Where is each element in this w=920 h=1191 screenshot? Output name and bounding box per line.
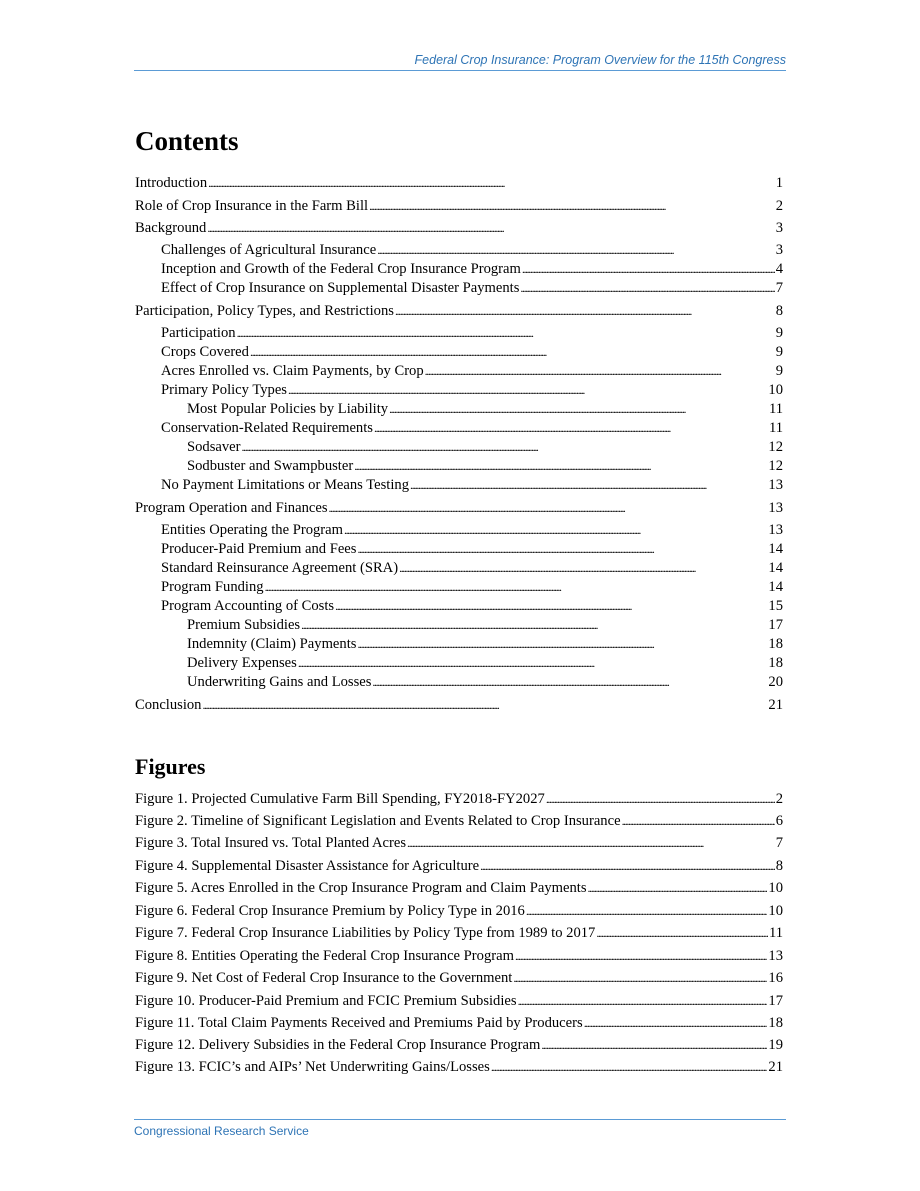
toc-entry-label: Program Accounting of Costs [161, 598, 335, 614]
figure-entry[interactable] [135, 924, 783, 942]
toc-entry-label: Delivery Expenses [187, 655, 297, 671]
contents-title: Contents [135, 126, 239, 156]
toc-entry-label: Participation [161, 325, 236, 341]
figure-entry-page: 21 [768, 1059, 783, 1075]
dot-leader [596, 924, 768, 942]
figure-entry-page: 18 [768, 1015, 783, 1031]
dot-leader [344, 521, 767, 539]
toc-entry-label: Premium Subsidies [187, 617, 301, 633]
figure-entry[interactable] [135, 879, 783, 897]
dot-leader [377, 241, 775, 259]
toc-entry-page: 14 [768, 560, 783, 576]
toc-entry-label: Background [135, 220, 207, 236]
toc-entry-page: 1 [775, 175, 783, 191]
figure-entry-label: Figure 10. Producer-Paid Premium and FCIC Premium Subsidies [135, 993, 517, 1009]
toc-entry-page: 3 [775, 220, 783, 236]
figure-entry-label: Figure 2. Timeline of Significant Legislation and Events Related to Crop Insurance [135, 813, 621, 829]
toc-entry[interactable] [135, 197, 783, 215]
figure-entry[interactable] [135, 812, 783, 830]
toc-entry-label: Challenges of Agricultural Insurance [161, 242, 377, 258]
toc-entry-page: 11 [768, 401, 783, 417]
toc-entry-page: 13 [768, 477, 783, 493]
toc-entry[interactable] [135, 578, 783, 596]
dot-leader [202, 696, 767, 714]
dot-leader [374, 419, 768, 437]
dot-leader [372, 673, 767, 691]
toc-entry-label: Producer-Paid Premium and Fees [161, 541, 357, 557]
toc-entry[interactable] [135, 457, 783, 475]
running-footer: Congressional Research Service [134, 1119, 786, 1139]
toc-entry[interactable] [135, 343, 783, 361]
dot-leader [588, 879, 768, 897]
figure-entry-page: 17 [768, 993, 783, 1009]
toc-entry-label: Introduction [135, 175, 208, 191]
toc-entry-label: No Payment Limitations or Means Testing [161, 477, 409, 493]
dot-leader [520, 279, 774, 297]
dot-leader [526, 902, 768, 920]
dot-leader [250, 343, 775, 361]
figure-entry-label: Figure 3. Total Insured vs. Total Planted Acres [135, 835, 407, 851]
figure-entry-page: 19 [768, 1037, 783, 1053]
figure-entry-label: Figure 6. Federal Crop Insurance Premium by Policy Type in 2016 [135, 903, 525, 919]
dot-leader [513, 969, 767, 987]
toc-entry[interactable] [135, 476, 783, 494]
dot-leader [480, 857, 775, 875]
toc-entry[interactable] [135, 635, 783, 653]
figure-entry[interactable] [135, 857, 783, 875]
figure-entry-page: 10 [768, 903, 783, 919]
toc-entry-page: 4 [775, 261, 783, 277]
toc-entry-label: Effect of Crop Insurance on Supplemental Disaster Payments [161, 280, 520, 296]
dot-leader [242, 438, 768, 456]
figure-entry[interactable] [135, 992, 783, 1010]
toc-entry[interactable] [135, 381, 783, 399]
dot-leader [546, 790, 775, 808]
toc-entry-label: Entities Operating the Program [161, 522, 343, 538]
dot-leader [208, 174, 775, 192]
dot-leader [518, 992, 768, 1010]
figure-entry-page: 7 [775, 835, 783, 851]
figure-entry-page: 16 [768, 970, 783, 986]
toc-entry-page: 17 [768, 617, 783, 633]
figure-entry-label: Figure 4. Supplemental Disaster Assistance for Agriculture [135, 858, 480, 874]
toc-entry-page: 9 [775, 363, 783, 379]
toc-entry-label: Sodbuster and Swampbuster [187, 458, 354, 474]
dot-leader [389, 400, 768, 418]
toc-entry-page: 13 [768, 500, 783, 516]
dot-leader [622, 812, 775, 830]
toc-entry-page: 18 [768, 636, 783, 652]
figure-entry[interactable] [135, 1014, 783, 1032]
toc-entry-label: Conclusion [135, 697, 202, 713]
toc-entry[interactable] [135, 696, 783, 714]
dot-leader [395, 302, 775, 320]
toc-entry[interactable] [135, 559, 783, 577]
dot-leader [515, 947, 767, 965]
figure-entry[interactable] [135, 902, 783, 920]
toc-entry-page: 9 [775, 325, 783, 341]
figure-entry-label: Figure 7. Federal Crop Insurance Liabilities by Policy Type from 1989 to 2017 [135, 925, 596, 941]
toc-entry[interactable] [135, 499, 783, 517]
figure-entry-page: 8 [775, 858, 783, 874]
figure-entry-page: 11 [768, 925, 783, 941]
toc-entry[interactable] [135, 654, 783, 672]
toc-entry-page: 15 [768, 598, 783, 614]
dot-leader [335, 597, 767, 615]
toc-entry-label: Conservation-Related Requirements [161, 420, 373, 436]
toc-entry-label: Primary Policy Types [161, 382, 287, 398]
dot-leader [369, 197, 775, 215]
figure-entry[interactable] [135, 834, 783, 852]
toc-entry-page: 14 [768, 579, 783, 595]
toc-entry[interactable] [135, 279, 783, 297]
toc-entry[interactable] [135, 521, 783, 539]
toc-entry-label: Role of Crop Insurance in the Farm Bill [135, 198, 369, 214]
toc-entry[interactable] [135, 419, 783, 437]
toc-entry[interactable] [135, 241, 783, 259]
toc-entry-label: Standard Reinsurance Agreement (SRA) [161, 560, 399, 576]
toc-entry-label: Acres Enrolled vs. Claim Payments, by Crop [161, 363, 424, 379]
dot-leader [207, 219, 774, 237]
dot-leader [357, 635, 767, 653]
toc-entry-label: Inception and Growth of the Federal Crop Insurance Program [161, 261, 521, 277]
toc-entry-label: Indemnity (Claim) Payments [187, 636, 357, 652]
figure-entry-page: 2 [775, 791, 783, 807]
toc-entry-label: Participation, Policy Types, and Restrictions [135, 303, 394, 319]
figure-entry-label: Figure 12. Delivery Subsidies in the Federal Crop Insurance Program [135, 1037, 541, 1053]
dot-leader [288, 381, 767, 399]
toc-entry-page: 13 [768, 522, 783, 538]
dot-leader [237, 324, 775, 342]
running-header: Federal Crop Insurance: Program Overview for the 115th Congress [134, 53, 786, 71]
dot-leader [265, 578, 768, 596]
toc-entry[interactable] [135, 673, 783, 691]
toc-entry[interactable] [135, 174, 783, 192]
dot-leader [357, 540, 767, 558]
toc-entry-page: 18 [768, 655, 783, 671]
dot-leader [410, 476, 767, 494]
figures-title: Figures [135, 754, 206, 779]
toc-entry-page: 12 [768, 439, 783, 455]
toc-entry-page: 2 [775, 198, 783, 214]
toc-entry-label: Most Popular Policies by Liability [187, 401, 389, 417]
figure-entry-page: 10 [768, 880, 783, 896]
toc-entry-page: 7 [775, 280, 783, 296]
toc-entry[interactable] [135, 400, 783, 418]
dot-leader [407, 834, 775, 852]
toc-entry-page: 8 [775, 303, 783, 319]
dot-leader [584, 1014, 768, 1032]
figure-entry[interactable] [135, 969, 783, 987]
dot-leader [298, 654, 768, 672]
toc-entry[interactable] [135, 597, 783, 615]
toc-entry-page: 11 [768, 420, 783, 436]
toc-entry-page: 9 [775, 344, 783, 360]
toc-entry[interactable] [135, 219, 783, 237]
toc-entry[interactable] [135, 438, 783, 456]
dot-leader [541, 1036, 767, 1054]
figure-entry-label: Figure 1. Projected Cumulative Farm Bill Spending, FY2018-FY2027 [135, 791, 545, 807]
dot-leader [301, 616, 767, 634]
toc-entry[interactable] [135, 302, 783, 320]
figure-entry-page: 6 [775, 813, 783, 829]
toc-entry-page: 21 [768, 697, 783, 713]
toc-entry-page: 3 [775, 242, 783, 258]
toc-entry-page: 12 [768, 458, 783, 474]
dot-leader [354, 457, 767, 475]
toc-entry-label: Program Operation and Finances [135, 500, 328, 516]
toc-entry-page: 20 [768, 674, 783, 690]
toc-entry[interactable] [135, 324, 783, 342]
dot-leader [491, 1058, 768, 1076]
toc-entry[interactable] [135, 540, 783, 558]
toc-entry[interactable] [135, 616, 783, 634]
figure-entry-label: Figure 11. Total Claim Payments Received and Premiums Paid by Producers [135, 1015, 583, 1031]
toc-entry-label: Underwriting Gains and Losses [187, 674, 372, 690]
figure-entry[interactable] [135, 1058, 783, 1076]
toc-entry-label: Crops Covered [161, 344, 249, 360]
dot-leader [329, 499, 768, 517]
dot-leader [425, 362, 775, 380]
figure-entry[interactable] [135, 790, 783, 808]
toc-entry-label: Program Funding [161, 579, 264, 595]
dot-leader [399, 559, 767, 577]
toc-entry[interactable] [135, 362, 783, 380]
toc-entry-page: 14 [768, 541, 783, 557]
toc-entry[interactable] [135, 260, 783, 278]
toc-entry-label: Sodsaver [187, 439, 241, 455]
toc-entry-page: 10 [768, 382, 783, 398]
figure-entry-label: Figure 8. Entities Operating the Federal Crop Insurance Program [135, 948, 514, 964]
figure-entry-label: Figure 5. Acres Enrolled in the Crop Insurance Program and Claim Payments [135, 880, 587, 896]
figure-entry-label: Figure 13. FCIC’s and AIPs’ Net Underwriting Gains/Losses [135, 1059, 490, 1075]
figure-entry[interactable] [135, 1036, 783, 1054]
dot-leader [522, 260, 775, 278]
figure-entry-page: 13 [768, 948, 783, 964]
figure-entry[interactable] [135, 947, 783, 965]
figure-entry-label: Figure 9. Net Cost of Federal Crop Insurance to the Government [135, 970, 513, 986]
